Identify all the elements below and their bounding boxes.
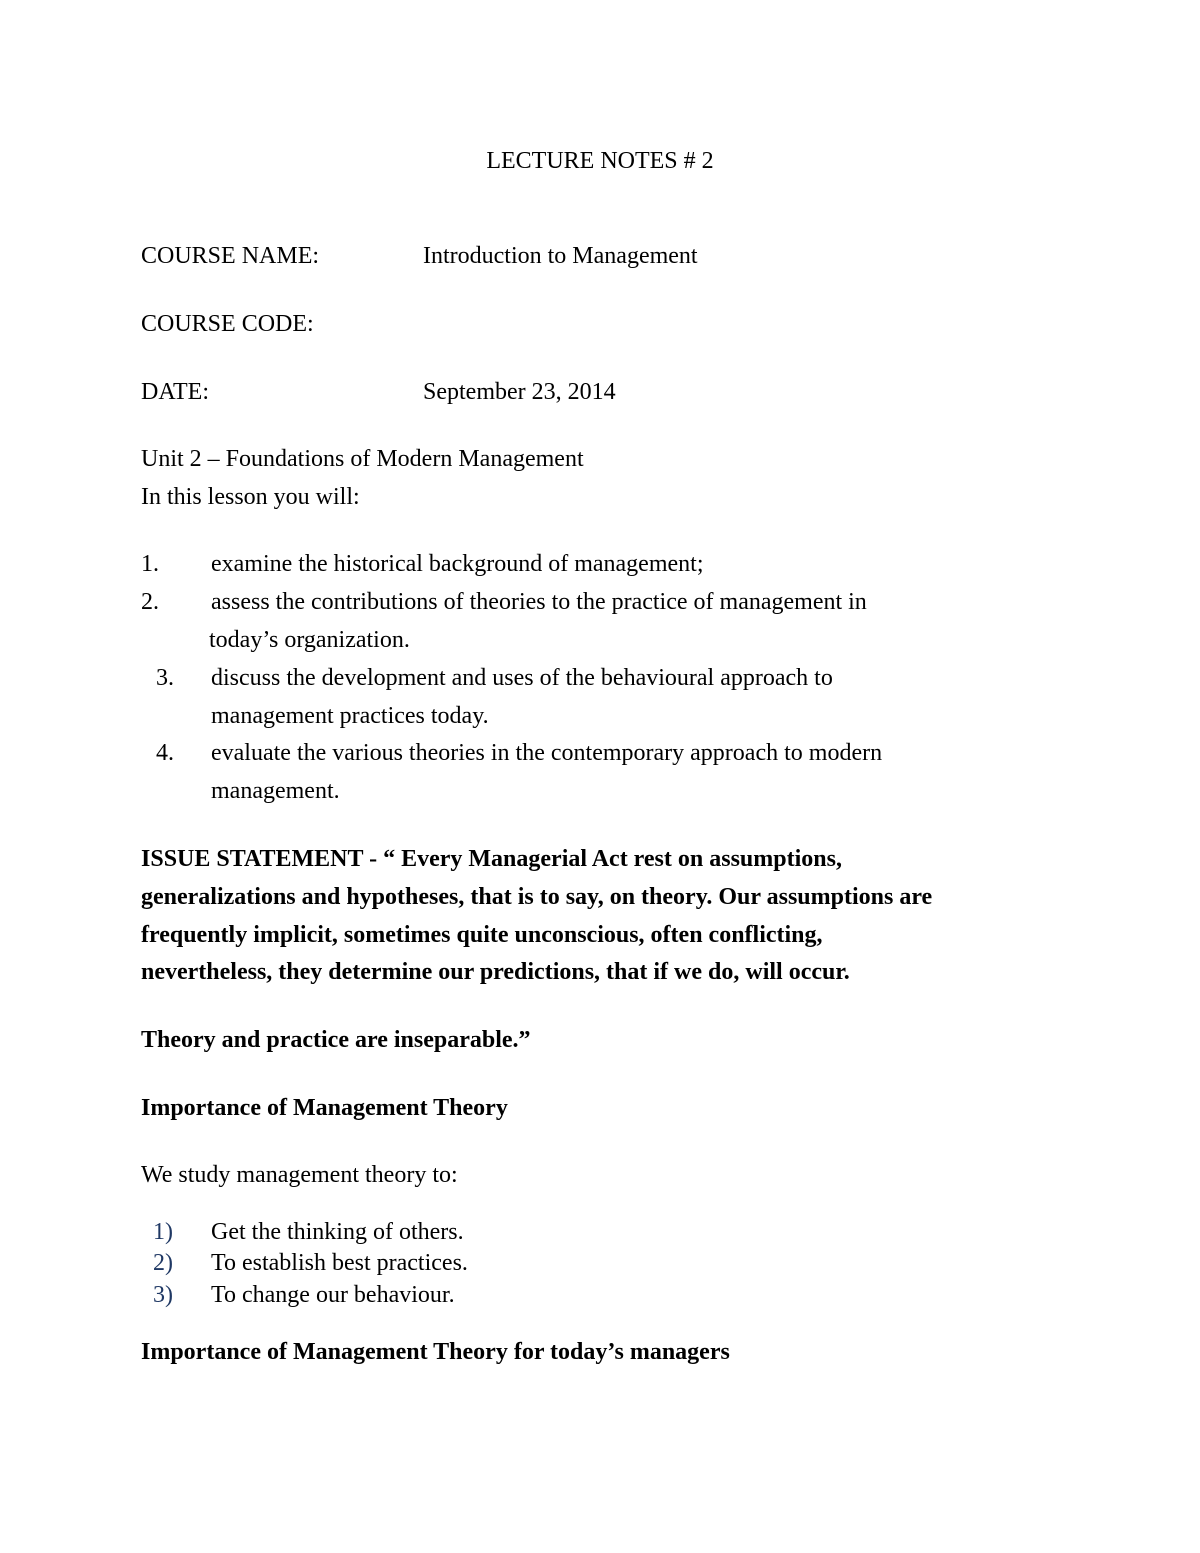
- objective-text-continued: today’s organization.: [209, 627, 410, 653]
- objective-text: assess the contributions of theories to the practice of management in: [211, 589, 867, 615]
- reason-text: To change our behaviour.: [211, 1282, 455, 1308]
- objective-text: examine the historical background of management;: [211, 551, 704, 577]
- objective-text: evaluate the various theories in the contemporary approach to modern: [211, 740, 883, 766]
- lesson-intro: In this lesson you will:: [141, 484, 360, 510]
- reason-number: 2): [153, 1250, 173, 1276]
- importance-heading: Importance of Management Theory: [141, 1095, 508, 1121]
- issue-statement-closing: Theory and practice are inseparable.”: [141, 1027, 531, 1053]
- objective-number: 1.: [141, 551, 159, 577]
- course-code-label: COURSE CODE:: [141, 311, 314, 337]
- reason-text: To establish best practices.: [211, 1250, 468, 1276]
- issue-statement-line: frequently implicit, sometimes quite unconscious, often conflicting,: [141, 922, 823, 948]
- objective-number: 3.: [156, 665, 174, 691]
- document-title: LECTURE NOTES # 2: [486, 148, 714, 174]
- unit-heading: Unit 2 – Foundations of Modern Management: [141, 446, 584, 472]
- reason-text: Get the thinking of others.: [211, 1219, 464, 1245]
- objective-text-continued: management.: [211, 778, 340, 804]
- issue-statement-line: generalizations and hypotheses, that is to say, on theory. Our assumptions are: [141, 884, 933, 910]
- issue-statement-line: nevertheless, they determine our predictions, that if we do, will occur.: [141, 959, 850, 985]
- course-name-value: Introduction to Management: [423, 243, 698, 269]
- date-value: September 23, 2014: [423, 379, 616, 405]
- reason-number: 1): [153, 1219, 173, 1245]
- course-name-label: COURSE NAME:: [141, 243, 320, 269]
- objective-number: 4.: [156, 740, 174, 766]
- objective-number: 2.: [141, 589, 159, 615]
- objective-text: discuss the development and uses of the behavioural approach to: [211, 665, 833, 691]
- study-intro: We study management theory to:: [141, 1162, 458, 1188]
- date-label: DATE:: [141, 379, 209, 405]
- issue-statement-line: ISSUE STATEMENT - “ Every Managerial Act rest on assumptions,: [141, 846, 842, 872]
- reason-number: 3): [153, 1282, 173, 1308]
- objective-text-continued: management practices today.: [211, 703, 489, 729]
- importance-today-heading: Importance of Management Theory for today’s managers: [141, 1339, 730, 1365]
